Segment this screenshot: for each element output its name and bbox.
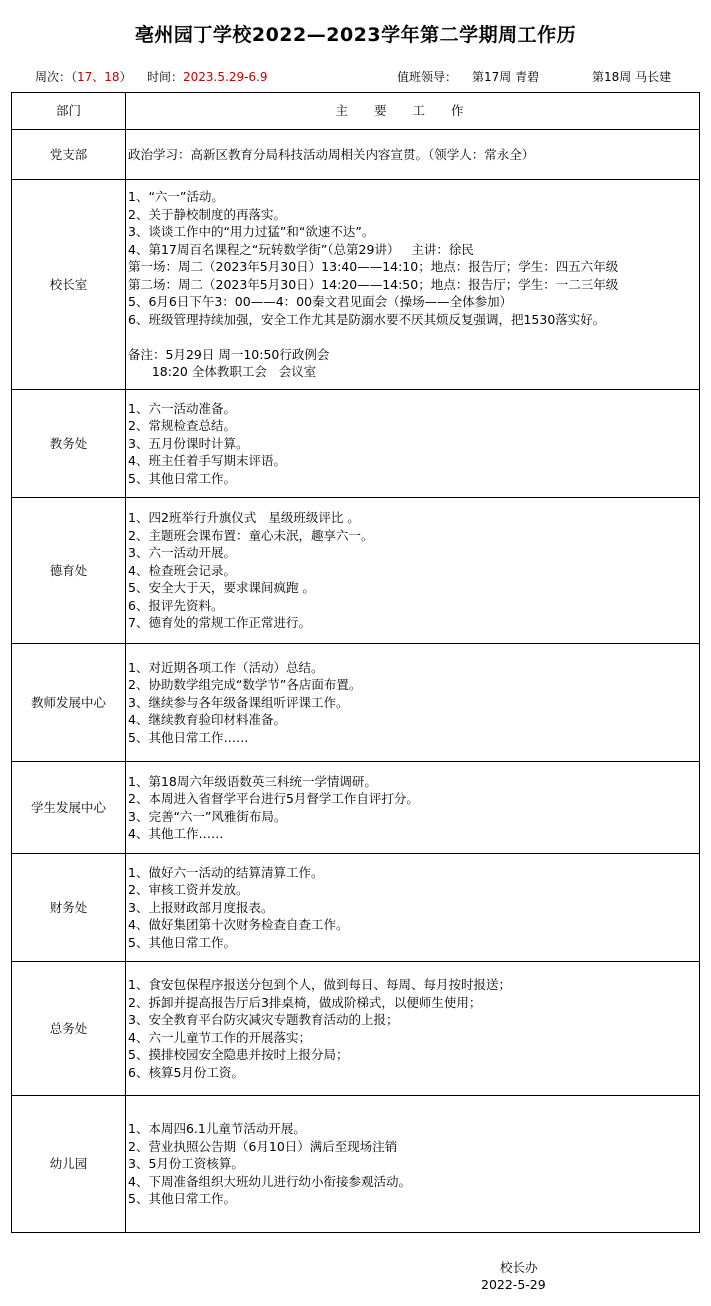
work-line: 备注：5月29日 周一10:50行政例会 [128,346,330,362]
work-line: 1、本周四6.1儿童节活动开展。 [128,1121,306,1137]
work-line: 4、继续教育验印材料准备。 [128,712,286,728]
time-label: 时间： [147,70,184,84]
work-line: 4、检查班会记录。 [128,562,236,578]
duty-info [397,68,457,85]
work-line [128,328,699,346]
work-cell [126,962,700,1096]
work-line: 2、协助数学组完成“数学节”各店面布置。 [128,677,362,693]
footer-date: 2022-5-29 [481,1277,546,1292]
work-cell [126,1096,700,1233]
work-line: 3、安全教育平台防灾减灾专题教育活动的上报； [128,1012,399,1027]
work-line: 3、五月份课时计算。 [128,435,249,451]
work-line: 5、其他日常工作。 [128,1191,236,1207]
header-dept: 部门 [12,93,126,130]
time-value: 2023.5.29-6.9 [183,70,268,84]
work-line: 2、常规检查总结。 [128,418,236,434]
work-line: 1、四2班举行升旗仪式 星级班级评比 。 [128,510,360,526]
week-close: ） [119,70,132,84]
dept-cell: 学生发展中心 [12,762,126,854]
table-row [12,1096,700,1233]
work-line: 2、营业执照公告期（6月10日）满后至现场注销 [128,1138,398,1154]
week-label: 周次：（ [35,70,78,84]
work-line: 3、谈谈工作中的“用力过猛”和“欲速不达”。 [128,224,375,240]
table-row [12,498,700,644]
dept-cell: 总务处 [12,962,126,1096]
duty-week18: 第18周 马长建 [592,70,672,84]
dept-cell: 财务处 [12,854,126,962]
work-line: 第一场：周二（2023年5月30日）13:40——14:10；地点：报告厅；学生：四五六年级 [128,259,619,275]
work-cell [126,180,700,390]
header-main [126,93,700,130]
work-line: 4、六一儿童节工作的开展落实； [128,1029,311,1045]
week-info [35,68,132,85]
table-row [12,130,700,180]
table-row [12,962,700,1096]
dept-cell: 教务处 [12,390,126,498]
work-line: 1、第18周六年级语数英三科统一学情调研。 [128,773,377,789]
dept-cell: 德育处 [12,498,126,644]
work-line: 5、其他日常工作…… [128,729,249,745]
duty-label: 值班领导： [397,70,458,84]
work-line: 1、“六一”活动。 [128,189,224,205]
work-line: 6、班级管理持续加强，安全工作尤其是防溺水要不厌其烦反复强调，把1530落实好。 [128,311,606,327]
work-line: 4、其他工作…… [128,826,224,841]
work-line: 1、六一活动准备。 [128,400,236,416]
work-line: 3、继续参与各年级备课组听评课工作。 [128,694,349,710]
table-row [12,762,700,854]
table-row [12,390,700,498]
week-value: 17、18 [77,70,120,84]
work-line: 2、主题班会课布置：童心未泯，趣享六一。 [128,527,374,543]
page-title: 亳州园丁学校2022—2023学年第二学期周工作历 [134,24,577,46]
work-line: 6、报评先资料。 [128,597,224,613]
dept-cell: 校长室 [12,180,126,390]
work-line: 4、班主任着手写期末评语。 [128,453,286,469]
work-line: 5、其他日常工作。 [128,470,236,486]
work-cell [126,130,700,180]
work-line: 6、核算5月份工资。 [128,1064,244,1080]
work-line: 1、食安包保程序报送分包到个人，做到每日、每周、每月按时报送； [128,977,511,992]
table-row [12,854,700,962]
work-line: 1、对近期各项工作（活动）总结。 [128,659,324,675]
work-line: 第二场：周二（2023年5月30日）14:20——14:50；地点：报告厅；学生：一二三年级 [128,276,619,292]
work-line: 2、审核工资并发放。 [128,882,249,898]
table-row [12,180,700,390]
dept-cell: 幼儿园 [12,1096,126,1233]
work-line: 5、6月6日下午3：00——4：00秦文君见面会（操场——全体参加） [128,294,513,310]
work-line: 3、5月份工资核算。 [128,1156,244,1172]
work-line: 4、做好集团第十次财务检查自查工作。 [128,917,349,933]
header-main-label: 主要工作 [335,103,490,119]
time-info [147,68,268,85]
work-cell [126,644,700,762]
work-line: 4、下周准备组织大班幼儿进行幼小衔接参观活动。 [128,1173,411,1189]
dept-cell: 党支部 [12,130,126,180]
work-cell [126,854,700,962]
work-line: 2、拆卸并提高报告厅后3排桌椅，做成阶梯式，以便师生使用； [128,994,482,1010]
work-line: 2、本周进入省督学平台进行5月督学工作自评打分。 [128,791,419,806]
work-line: 1、做好六一活动的结算清算工作。 [128,864,324,880]
footer-office: 校长办 [500,1260,538,1275]
work-line: 3、六一活动开展。 [128,545,236,561]
work-line: 18:20 全体教职工会 会议室 [128,364,317,380]
table-header-row [12,93,700,130]
work-cell [126,762,700,854]
work-line: 3、上报财政部月度报表。 [128,899,274,915]
work-line: 5、其他日常工作。 [128,934,236,950]
work-line: 3、完善“六一”风雅街布局。 [128,808,287,824]
work-line: 2、关于静校制度的再落实。 [128,206,286,222]
work-line: 政治学习：高新区教育分局科技活动周相关内容宣贯。（领学人：常永全） [128,146,535,162]
work-line: 5、安全大于天，要求课间疯跑 。 [128,580,315,596]
work-cell [126,498,700,644]
work-line: 4、第17周百名课程之“玩转数学街”（总第29讲） 主讲：徐民 [128,241,474,257]
table-row [12,644,700,762]
work-line: 5、摸排校园安全隐患并按时上报分局； [128,1047,349,1062]
work-line: 7、德育处的常规工作正常进行。 [128,615,311,631]
schedule-table [11,92,700,1233]
dept-cell: 教师发展中心 [12,644,126,762]
work-cell [126,390,700,498]
duty-week17: 第17周 青碧 [472,70,540,84]
